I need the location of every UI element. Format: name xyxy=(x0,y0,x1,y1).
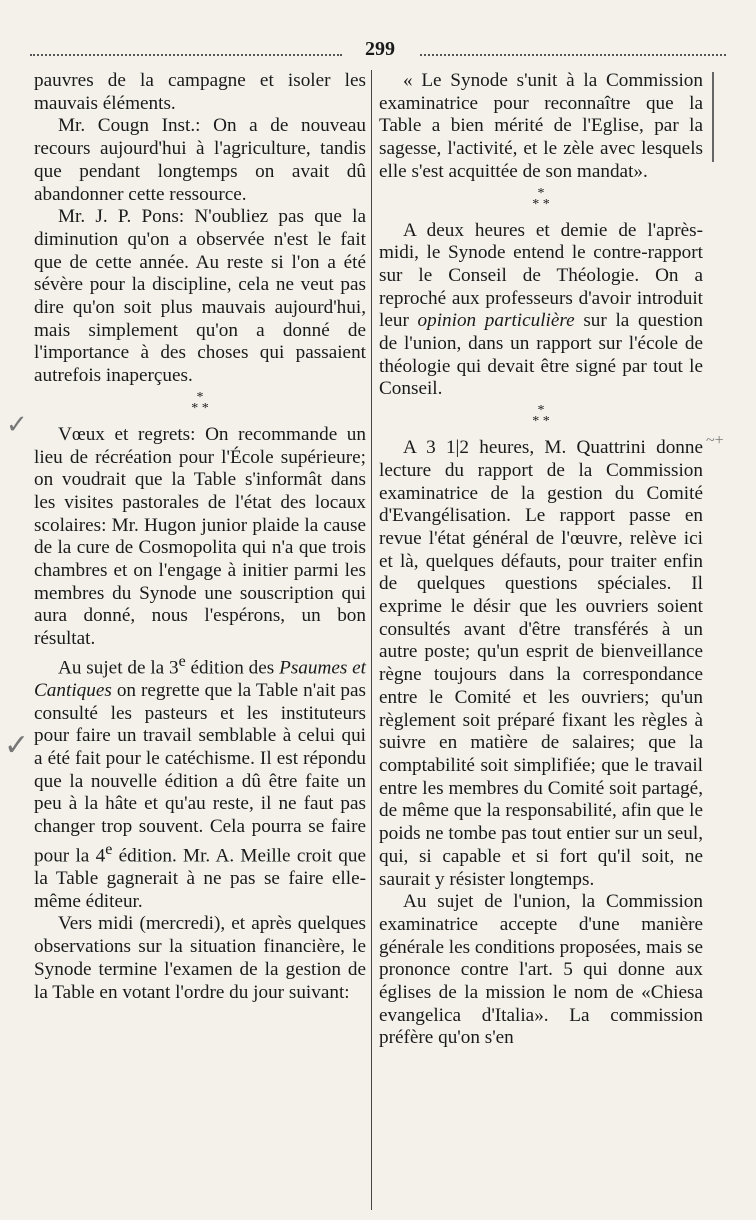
section-separator xyxy=(379,403,703,430)
separator-stars: * * xyxy=(532,196,550,212)
quoted-resolution: « Le Synode s'unit à la Commission examinatrice pour reconnaître que la Table a bien mérité de l'Eglise, par la sagesse, l'activité, et le zèle avec lesquels elle s'est acquittée de son mandat». xyxy=(379,70,703,182)
header-rule-left xyxy=(30,54,342,56)
section-separator xyxy=(379,185,703,212)
paragraph: Vœux et regrets: On recommande un lieu de récréation pour l'École supérieure; on voudrait que la Table s'informât dans les visites pastorales de l'état des locaux scolaires: Mr. Hugon junior plaide la cause de la cure de Cosmopolita qui n'a que trois chambres et on l'engage à initier parmi les membres du Synode une souscription qui aura donné, nous l'espérons, un bon résultat. xyxy=(34,423,366,650)
paragraph: Vers midi (mercredi), et après quelques observations sur la situation financière, le Synode termine l'examen de la gestion de la Table en votant l'ordre du jour suivant: xyxy=(34,913,366,1003)
margin-dash-mark: ~+ xyxy=(706,432,724,449)
paragraph: pauvres de la campagne et isoler les mauvais éléments. xyxy=(34,70,366,114)
paragraph: A deux heures et demie de l'après-midi, le Synode entend le contre-rapport sur le Conseil de Théologie. On a reproché aux professeurs d'avoir introduit leur opinion particulière sur la question de l'union, dans un rapport sur l'école de théologie qui devait être signé par tout le Conseil. xyxy=(379,219,703,400)
paragraph: A 3 1|2 heures, M. Quattrini donne lecture du rapport de la Commission examinatrice de la gestion du Comité d'Evangélisation. Le rapport passe en revue l'état général de l'œuvre, relève ici et là, quelques défauts, pour traiter enfin de quelques questions spéciales. Il exprime le désir que les ouvriers soient consultés avant d'être transférés à un autre poste; qu'un esprit de bienveillance règne toujours dans la correspondance entre le Comité et les ouvriers; qu'un règlement soit préparé fixant les règles à suivre en matière de salaires; que la comptabilité soit simplifiée; que le travail entre les membres du Comité soit partagé, de même que la responsabilité, afin que le poids ne tombe pas tout entier sur un seul, qui, si capable et si fort qu'il soit, ne saurait y résister longtemps. xyxy=(379,437,703,890)
separator-star: * xyxy=(537,403,545,419)
separator-star: * xyxy=(196,389,204,405)
margin-check-mark: ✓ xyxy=(6,410,28,439)
margin-tick-mark: ✓ xyxy=(4,729,30,762)
column-divider xyxy=(371,70,372,1210)
italic-title: Psaumes et Cantiques xyxy=(34,657,366,701)
right-column xyxy=(379,70,703,1050)
separator-star: * xyxy=(537,185,545,201)
separator-stars: * * xyxy=(532,414,550,430)
separator-stars: * * xyxy=(191,400,209,416)
section-separator xyxy=(34,389,366,416)
margin-edge-mark xyxy=(712,72,714,162)
page-number: 299 xyxy=(365,38,395,60)
paragraph: Au sujet de la 3e édition des Psaumes et Cantiques on regrette que la Table n'ait pas consulté les pasteurs et les instituteurs pour faire un travail semblable à celui qui a été fait pour le catéchisme. Il est répondu que la nouvelle édition a dû être faite un peu à la hâte et qu'au reste, il ne faut pas changer trop souvent. Cela pourra se faire pour la 4e édition. Mr. A. Meille croit que la Table gagnerait à ne pas se faire elle-même éditeur. xyxy=(34,652,366,912)
header-rule-right xyxy=(420,54,726,56)
page-header xyxy=(30,38,726,68)
paragraph: Mr. J. P. Pons: N'oubliez pas que la diminution qu'on a observée n'est le fait que de cette année. Au reste si l'on a été sévère pour la discipline, cela ne veut pas dire qu'on soit plus mauvais aujourd'hui, mais simplement qu'on a donné de l'importance à des choses qui passaient autrefois inaperçues. xyxy=(34,206,366,387)
paragraph: Au sujet de l'union, la Commission examinatrice accepte d'une manière générale les conditions proposées, mais se prononce contre l'art. 5 qui donne aux églises de la mission le nom de «Chiesa evangelica d'Italia». La commission préfère qu'on s'en xyxy=(379,891,703,1049)
left-column xyxy=(34,70,366,1004)
paragraph: Mr. Cougn Inst.: On a de nouveau recours aujourd'hui à l'agriculture, tandis que pendant longtemps on avait dû abandonner cette ressource. xyxy=(34,115,366,205)
italic-phrase: opinion particulière xyxy=(417,310,575,332)
